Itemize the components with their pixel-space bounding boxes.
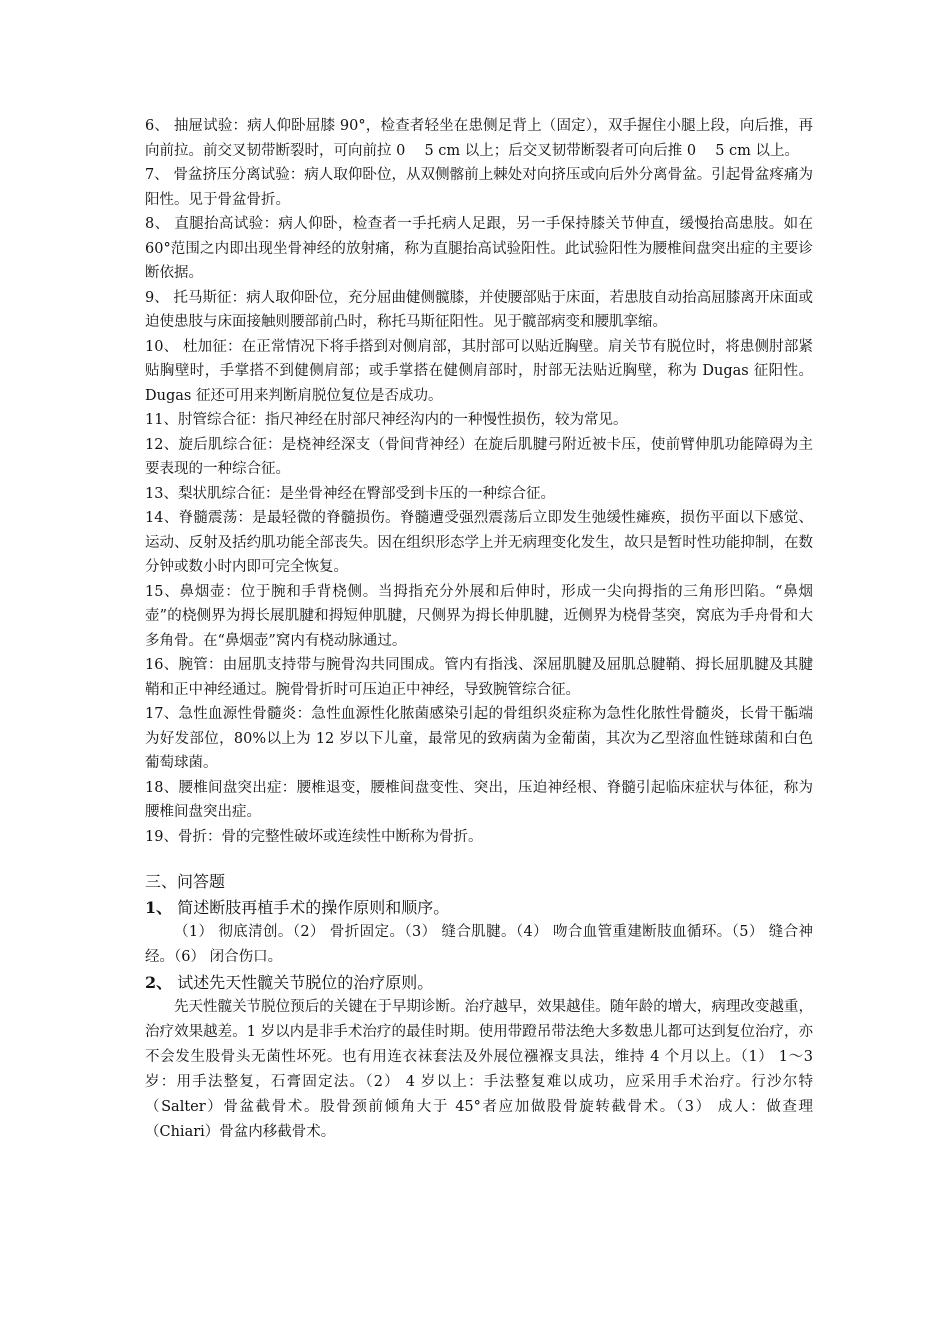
question-2 — [145, 970, 813, 995]
term-13-piriformis-syndrome: 13、梨状肌综合征：是坐骨神经在臀部受到卡压的一种综合征。 — [145, 485, 555, 502]
term-10-dugas-sign: 10、 杜加征：在正常情况下将手搭到对侧肩部，其肘部可以贴近胸壁。肩关节有脱位时，将患侧肘部紧贴胸壁时，手掌搭不到健侧肩部；或手掌搭在健侧肩部时，肘部无法贴近胸壁，称为 Dugas 征阳性。Dugas 征还可用来判断肩脱位复位是否成功。 — [145, 338, 813, 404]
term-11-cubital-tunnel: 11、肘管综合征：指尺神经在肘部尺神经沟内的一种慢性损伤，较为常见。 — [145, 412, 628, 428]
answer-1: （1） 彻底清创。（2） 骨折固定。（3） 缝合肌腱。（4） 吻合血管重建断肢血循环。（5） 缝合神经。（6） 闭合伤口。 — [145, 924, 813, 965]
question-1-title: 简述断肢再植手术的操作原则和顺序。 — [172, 898, 450, 917]
term-7-pelvic-compression-test: 7、 骨盆挤压分离试验：病人取仰卧位，从双侧髂前上棘处对向挤压或向后外分离骨盆。引起骨盆疼痛为阳性。见于骨盆骨折。 — [145, 167, 813, 208]
question-2-title: 试述先天性髋关节脱位的治疗原则。 — [172, 973, 434, 992]
section-spacer — [145, 849, 813, 869]
term-9-thomas-sign: 9、 托马斯征：病人取仰卧位，充分屈曲健侧髋膝，并使腰部贴于床面，若患肢自动抬高屈膝离开床面或迫使患肢与床面接触则腰部前凸时，称托马斯征阳性。见于髋部病变和腰肌挛缩。 — [145, 289, 813, 330]
document-page — [145, 114, 813, 1145]
question-1-number: 1、 — [145, 898, 173, 917]
term-8-straight-leg-raise-test: 8、 直腿抬高试验：病人仰卧，检查者一手托病人足跟，另一手保持膝关节伸直，缓慢抬高患肢。如在 60°范围之内即出现坐骨神经的放射痛，称为直腿抬高试验阳性。此试验阳性为腰椎间盘突出症的主要诊断依据。 — [145, 216, 813, 281]
term-15-snuffbox: 15、鼻烟壶：位于腕和手背桡侧。当拇指充分外展和后伸时，形成一尖向拇指的三角形凹陷。“鼻烟壶”的桡侧界为拇长展肌腱和拇短伸肌腱，尺侧界为拇长伸肌腱，近侧界为桡骨茎突，窝底为手舟骨和大多角骨。在“鼻烟壶”窝内有桡动脉通过。 — [145, 583, 813, 649]
answer-2: 先天性髋关节脱位预后的关键在于早期诊断。治疗越早，效果越佳。随年龄的增大，病理改变越重，治疗效果越差。1 岁以内是非手术治疗的最佳时期。使用带蹬吊带法绝大多数患儿都可达到复位治疗，亦不会发生股骨头无菌性坏死。也有用连衣袜套法及外展位襁褓支具法，维持 4 个月以上。（1） 1～3 岁：用手法整复，石膏固定法。（2） 4 岁以上：手法整复难以成功，应采用手术治疗。行沙尔特（Salter）骨盆截骨术。股骨颈前倾角大于 45°者应加做股骨旋转截骨术。（3） 成人：做查理（Chiari）骨盆内移截骨术。 — [145, 999, 813, 1140]
term-19-fracture: 19、骨折：骨的完整性破坏或连续性中断称为骨折。 — [145, 828, 483, 845]
term-14-spinal-concussion: 14、脊髓震荡：是最轻微的脊髓损伤。脊髓遭受强烈震荡后立即发生弛缓性瘫痪，损伤平面以下感觉、运动、反射及括约肌功能全部丧失。因在组织形态学上并无病理变化发生，故只是暂时性功能抑制，在数分钟或数小时内即可完全恢复。 — [145, 510, 813, 575]
question-2-number: 2、 — [145, 973, 173, 992]
section-heading: 三、问答题 — [145, 872, 226, 891]
term-16-carpal-tunnel: 16、腕管：由屈肌支持带与腕骨沟共同围成。管内有指浅、深屈肌腱及屈肌总腱鞘、拇长屈肌腱及其腱鞘和正中神经通过。腕骨骨折时可压迫正中神经，导致腕管综合征。 — [145, 657, 813, 698]
question-1 — [145, 895, 813, 920]
term-18-disc-herniation: 18、腰椎间盘突出症：腰椎退变，腰椎间盘变性、突出，压迫神经根、脊髓引起临床症状与体征，称为腰椎间盘突出症。 — [145, 779, 813, 820]
term-6-drawer-test: 6、 抽屉试验：病人仰卧屈膝 90°，检查者轻坐在患侧足背上（固定），双手握住小腿上段，向后推，再向前拉。前交叉韧带断裂时，可向前拉 0 5 cm 以上；后交叉韧带断裂者可向后推 0 5 cm 以上。 — [145, 118, 813, 159]
term-12-supinator-syndrome: 12、旋后肌综合征：是桡神经深支（骨间背神经）在旋后肌腱弓附近被卡压，使前臂伸肌功能障碍为主要表现的一种综合征。 — [145, 436, 813, 477]
term-17-osteomyelitis: 17、急性血源性骨髓炎：急性血源性化脓菌感染引起的骨组织炎症称为急性化脓性骨髓炎，长骨干骺端为好发部位，80%以上为 12 岁以下儿童，最常见的致病菌为金葡菌，其次为乙型溶血性链球菌和白色葡萄球菌。 — [145, 706, 813, 771]
